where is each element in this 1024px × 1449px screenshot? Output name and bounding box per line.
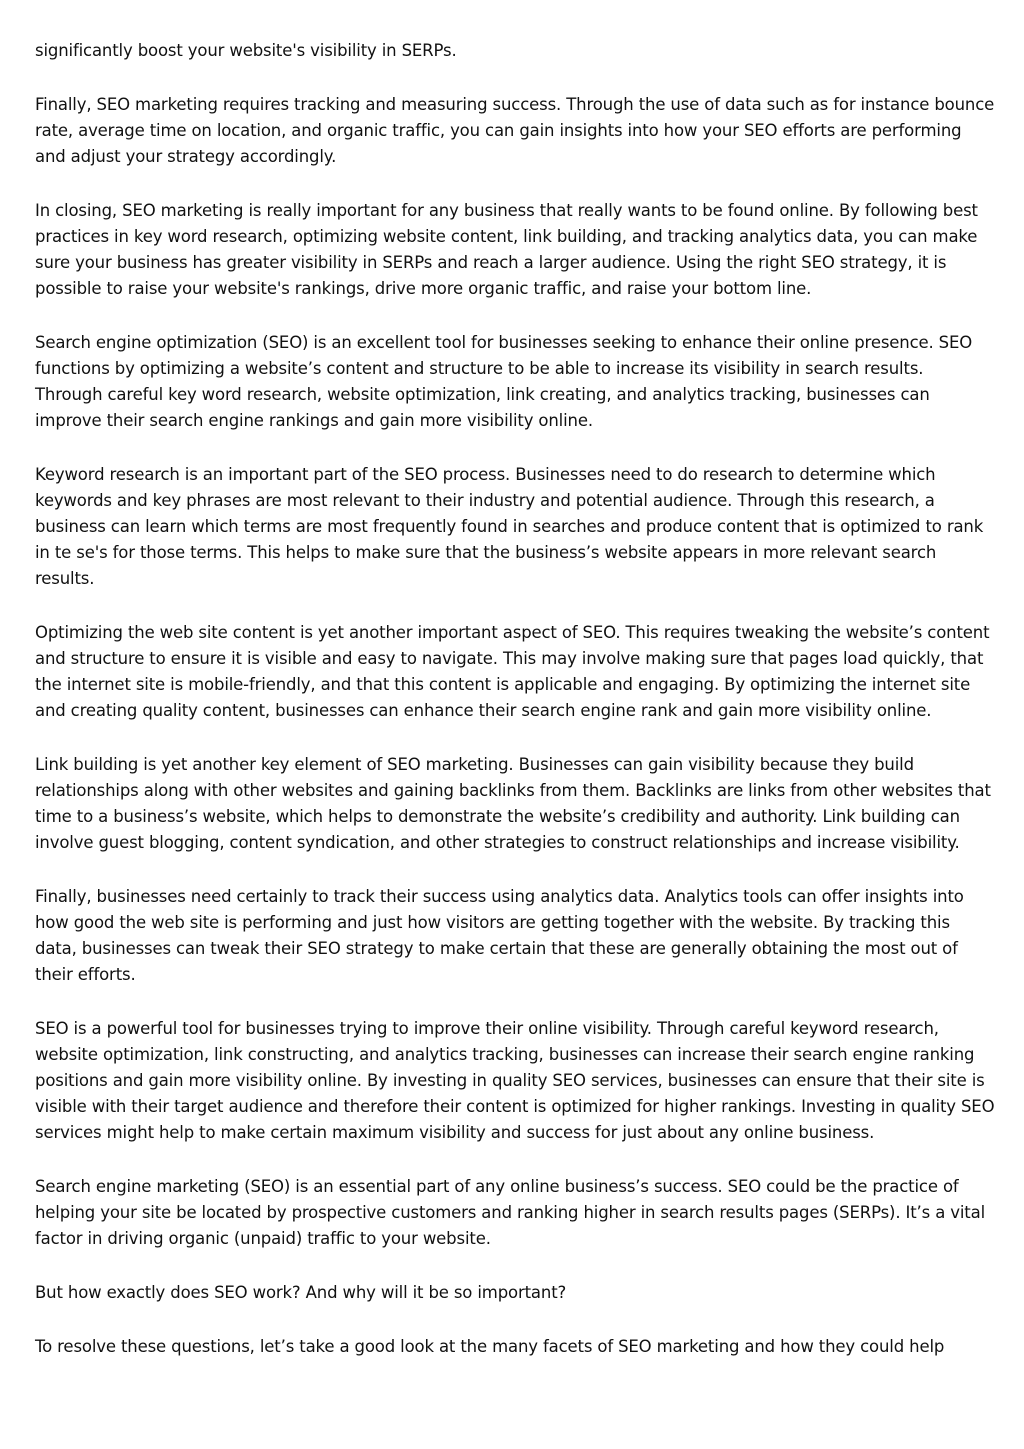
paragraph-2: Finally, SEO marketing requires tracking and measuring success. Through the use of data such as for instance bounce rate, average time on location, and organic traffic, you can gain insights into how your SEO efforts are performing and adjust your strategy accordingly. <box>35 95 995 166</box>
paragraph-6: Optimizing the web site content is yet another important aspect of SEO. This requires tweaking the website’s content and structure to ensure it is visible and easy to navigate. This may involve making sure that pages load quickly, that the internet site is mobile-friendly, and that this content is applicable and engaging. By optimizing the internet site and creating quality content, businesses can enhance their search engine rank and gain more visibility online. <box>35 623 990 720</box>
paragraph-3: In closing, SEO marketing is really important for any business that really wants to be found online. By following best practices in key word research, optimizing website content, link building, and tracking analytics data, you can make sure your business has greater visibility in SERPs and reach a larger audience. Using the right SEO strategy, it is possible to raise your website's rankings, drive more organic traffic, and raise your bottom line. <box>35 201 978 298</box>
paragraph-5: Keyword research is an important part of the SEO process. Businesses need to do research to determine which keywords and key phrases are most relevant to their industry and potential audience. Through this research, a business can learn which terms are most frequently found in searches and produce content that is optimized to rank in te se's for those terms. This helps to make sure that the business’s website appears in more relevant search results. <box>35 465 984 588</box>
paragraph-9: SEO is a powerful tool for businesses trying to improve their online visibility. Through careful keyword research, website optimization, link constructing, and analytics tracking, businesses can increase their search engine ranking positions and gain more visibility online. By investing in quality SEO services, businesses can ensure that their site is visible with their target audience and therefore their content is optimized for higher rankings. Investing in quality SEO services might help to make certain maximum visibility and success for just about any online business. <box>35 1019 995 1142</box>
paragraph-10: Search engine marketing (SEO) is an essential part of any online business’s success. SEO could be the practice of helping your site be located by prospective customers and ranking higher in search results pages (SERPs). It’s a vital factor in driving organic (unpaid) traffic to your website. <box>35 1177 986 1248</box>
document-body <box>35 38 995 1388</box>
paragraph-12: To resolve these questions, let’s take a good look at the many facets of SEO marketing and how they could help <box>35 1337 945 1356</box>
paragraph-1: significantly boost your website's visibility in SERPs. <box>35 41 457 60</box>
paragraph-7: Link building is yet another key element of SEO marketing. Businesses can gain visibility because they build relationships along with other websites and gaining backlinks from them. Backlinks are links from other websites that time to a business’s website, which helps to demonstrate the website’s credibility and authority. Link building can involve guest blogging, content syndication, and other strategies to construct relationships and increase visibility. <box>35 755 991 852</box>
paragraph-11: But how exactly does SEO work? And why will it be so important? <box>35 1283 567 1302</box>
paragraph-4: Search engine optimization (SEO) is an excellent tool for businesses seeking to enhance their online presence. SEO functions by optimizing a website’s content and structure to be able to increase its visibility in search results. Through careful key word research, website optimization, link creating, and analytics tracking, businesses can improve their search engine rankings and gain more visibility online. <box>35 333 973 430</box>
paragraph-8: Finally, businesses need certainly to track their success using analytics data. Analytics tools can offer insights into how good the web site is performing and just how visitors are getting together with the website. By tracking this data, businesses can tweak their SEO strategy to make certain that these are generally obtaining the most out of their efforts. <box>35 887 964 984</box>
